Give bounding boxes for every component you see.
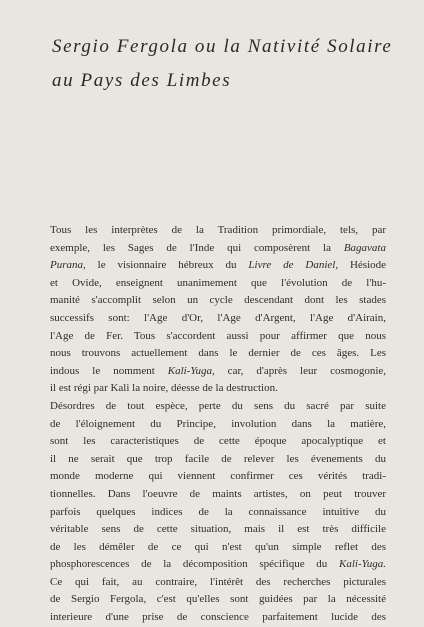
text-line xyxy=(50,222,386,240)
text-run: il ne serait que trop facile de relever les évenements du xyxy=(50,452,386,465)
text-run: car, d'après leur cosmogonie, xyxy=(214,364,386,377)
text-line xyxy=(50,363,386,381)
text-line xyxy=(50,240,386,258)
text-line xyxy=(50,556,386,574)
chapter-title-line-1: Sergio Fergola ou la Nativité Solaire xyxy=(52,36,393,57)
text-run: successifs sont: l'Age d'Or, l'Age d'Argent, l'Age d'Airain, xyxy=(50,311,386,324)
text-run: le visionnaire hébreux du xyxy=(85,259,249,272)
text-run: interieure d'une prise de conscience parfaitement lucide des xyxy=(50,611,386,624)
text-line xyxy=(50,328,386,346)
text-run: manité s'accomplit selon un cycle descendant dont les stades xyxy=(50,294,386,307)
text-run: Hésiode xyxy=(338,259,386,272)
chapter-title-line-2: au Pays des Limbes xyxy=(52,70,232,91)
text-run: parfois quelques indices de la connaissance intuitive du xyxy=(50,505,386,518)
text-line xyxy=(50,539,386,557)
text-run: Désordres de tout espèce, perte du sens du sacré par suite xyxy=(50,399,386,412)
text-line xyxy=(50,345,386,363)
text-line xyxy=(50,486,386,504)
italic-text-run: Purana, xyxy=(50,259,86,272)
text-line xyxy=(50,416,386,434)
text-run: et Ovide, enseignent unanimement que l'évolution de l'hu- xyxy=(50,276,386,289)
text-run: tionnelles. Dans l'oeuvre de maints artistes, on peut trouver xyxy=(50,487,386,500)
italic-text-run: Kali-Yuga, xyxy=(167,364,215,377)
text-line xyxy=(50,257,386,275)
text-line xyxy=(50,468,386,486)
italic-text-run: Bagavata xyxy=(343,241,386,254)
text-run: phosphorescences de la décomposition spécifique du xyxy=(50,558,340,571)
text-line xyxy=(50,609,386,627)
text-run: nous trouvons actuellement dans le dernier de ces âges. Les xyxy=(50,347,386,360)
text-line xyxy=(50,398,386,416)
text-line xyxy=(50,310,386,328)
text-line xyxy=(50,275,386,293)
text-run: indous le nomment xyxy=(50,364,168,377)
text-run: Ce qui fait, au contraire, l'intérêt des recherches picturales xyxy=(50,575,386,588)
text-run: de l'éloignement du Principe, involution dans la matière, xyxy=(50,417,386,430)
text-run: exemple, les Sages de l'Inde qui composèrent la xyxy=(50,241,344,254)
italic-text-run: Kali-Yuga. xyxy=(339,558,386,571)
italic-text-run: Livre de Daniel, xyxy=(248,259,339,272)
text-line xyxy=(50,574,386,592)
text-line xyxy=(50,292,386,310)
body-text xyxy=(50,222,386,627)
text-line xyxy=(50,451,386,469)
text-run: monde moderne qui viennent confirmer ces vérités tradi- xyxy=(50,470,386,483)
text-run: Tous les interprètes de la Tradition primordiale, tels, par xyxy=(50,224,386,236)
text-line xyxy=(50,504,386,522)
text-line xyxy=(50,433,386,451)
text-line xyxy=(50,521,386,539)
text-line xyxy=(50,380,386,398)
text-run: il est régi par Kali la noire, déesse de la destruction. xyxy=(50,382,278,395)
text-run: sont les caracteristiques de cette époque apocalyptique et xyxy=(50,435,386,448)
text-line xyxy=(50,591,386,609)
text-run: l'Age de Fer. Tous s'accordent aussi pour affirmer que nous xyxy=(50,329,386,342)
text-run: véritable sens de cette situation, mais il est très difficile xyxy=(50,523,386,536)
chapter-title xyxy=(52,30,402,98)
text-run: de les démêler de ce qui n'est qu'un simple reflet des xyxy=(50,540,386,553)
text-run: de Sergio Fergola, c'est qu'elles sont guidées par la nécessité xyxy=(50,593,386,606)
